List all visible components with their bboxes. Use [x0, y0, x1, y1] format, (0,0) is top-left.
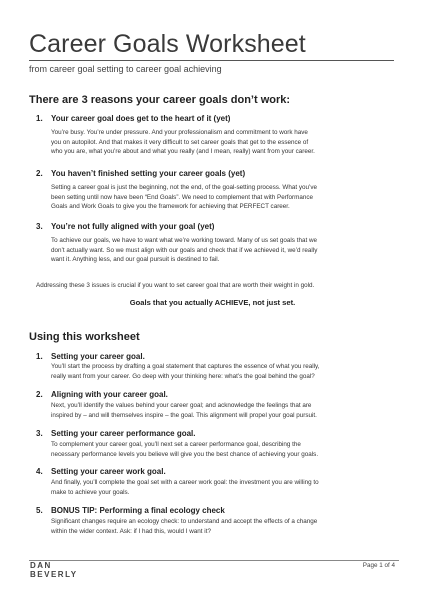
tagline: Goals that you actually ACHIEVE, not just set.	[129, 298, 296, 307]
step-2-text: Next, you’ll identify the values behind your career goal; and acknowledge the feelings that are inspired by – and will themselves inspire – the goal. This alignment will propel your goal pursuit.	[51, 402, 317, 419]
step-3-title: 3. Setting your career performance goal.	[36, 429, 196, 438]
page-title: Career Goals Worksheet	[29, 30, 306, 58]
reason-1-text: You’re busy. You’re under pressure. And your professionalism and commitment to work have you on autopilot. And that makes it very difficult to set career goals that get to the essence of who you are, what you’re about and what you really (and I mean, really) want from your career.	[51, 129, 315, 156]
step-5-title: 5. BONUS TIP: Performing a final ecology check	[36, 506, 225, 515]
step-4-text: And finally, you’ll complete the goal set with a career work goal: the investment you are willing to make to achieve your goals.	[51, 479, 319, 496]
reason-2-text: Setting a career goal is just the beginning, not the end, of the goal-setting process. What you’ve been setting until now have been “End Goals”. We need to complement that with Performance Goals and Work Goals to give you the framework for achieving that PERFECT career.	[51, 184, 318, 211]
page-subtitle: from career goal setting to career goal achieving	[29, 64, 222, 74]
reasons-heading: There are 3 reasons your career goals don’t work:	[29, 94, 291, 106]
reason-3-title: 3. You’re not fully aligned with your goal (yet)	[36, 222, 215, 231]
step-3-text: To complement your career goal, you’ll next set a career performance goal, describing the necessary performance levels you believe will give you the best chance of achieving your goals.	[51, 441, 319, 458]
footer-divider	[29, 560, 399, 561]
reason-3-text: To achieve our goals, we have to want what we’re working toward. Many of us set goals that we don’t actually want. So we must align with our goals and check that if we achieved it, we’d really want it. Anything less, and our goal pursuit is destined to fail.	[51, 237, 318, 264]
using-heading: Using this worksheet	[29, 331, 140, 343]
reason-1-title: 1. Your career goal does get to the heart of it (yet)	[36, 114, 231, 123]
addressing-text: Addressing these 3 issues is crucial if you want to set career goal that are worth their weight in gold.	[36, 282, 315, 289]
dan-beverly-logo: DAN BEVERLY	[30, 561, 78, 579]
reason-2-title: 2. You haven’t finished setting your career goals (yet)	[36, 169, 246, 178]
step-2-title: 2. Aligning with your career goal.	[36, 390, 168, 399]
title-divider	[29, 60, 394, 61]
step-1-title: 1. Setting your career goal.	[36, 352, 145, 361]
step-5-text: Significant changes require an ecology check: to understand and accept the effects of a change within the wider context. Ask: if I had this, would I want it?	[51, 518, 318, 535]
step-4-title: 4. Setting your career work goal.	[36, 467, 166, 476]
step-1-text: You’ll start the process by drafting a goal statement that captures the essence of what you really, really want from your career. Go deep with your thinking here: what’s the goal behind the goal?	[51, 363, 320, 380]
page-number: Page 1 of 4	[362, 562, 395, 569]
